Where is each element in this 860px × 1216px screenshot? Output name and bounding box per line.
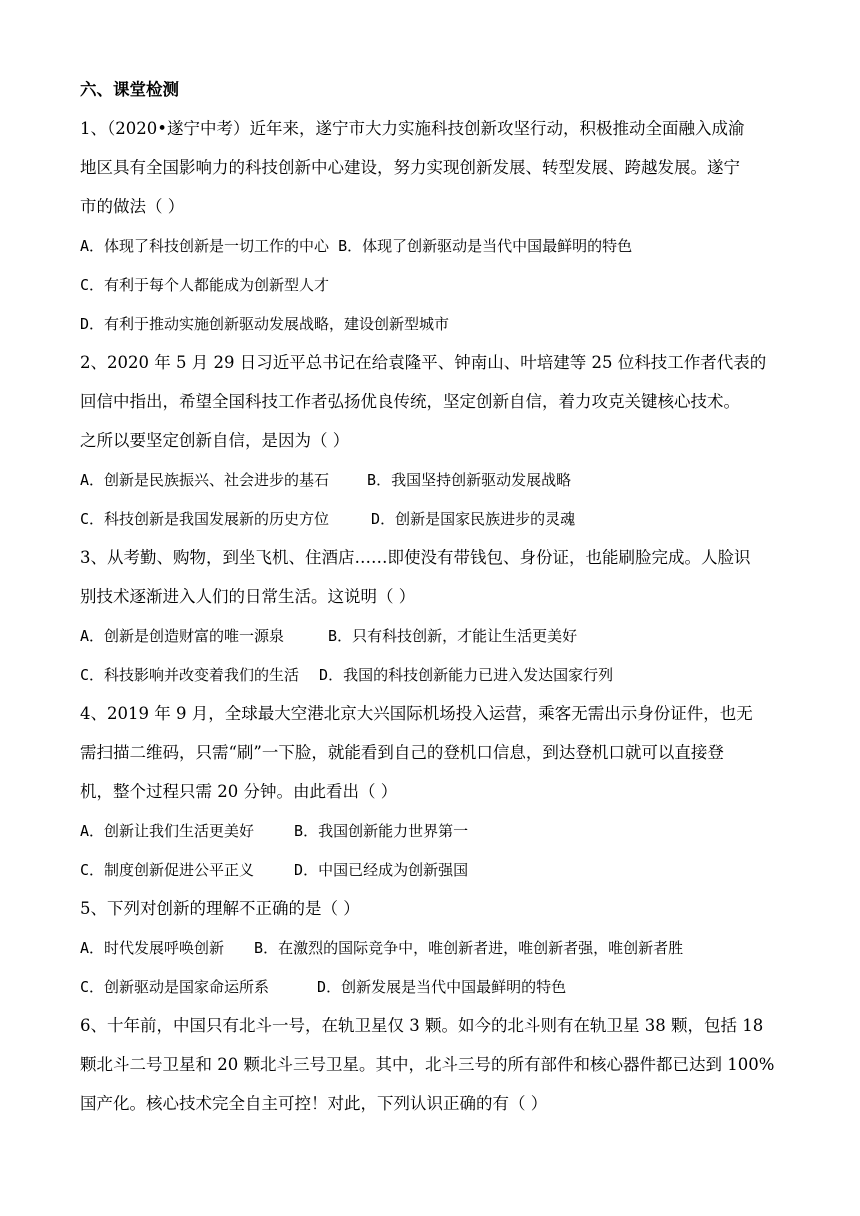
q2-option-a: A．创新是民族振兴、社会进步的基石	[80, 471, 330, 489]
q1-stem-line-3: 市的做法（ ）	[80, 197, 185, 216]
q3-option-d: D．我国的科技创新能力已进入发达国家行列	[319, 666, 614, 684]
q1-option-c: C．有利于每个人都能成为创新型人才	[80, 276, 330, 294]
q4-stem-line-2: 需扫描二维码，只需“刷”一下脸，就能看到自己的登机口信息，到达登机口就可以直接登	[80, 743, 724, 762]
q4-stem-line-3: 机，整个过程只需 20 分钟。由此看出（ ）	[80, 782, 398, 801]
q4-stem-line-1: 4、2019 年 9 月，全球最大空港北京大兴国际机场投入运营，乘客无需出示身份证件，也无	[80, 704, 753, 723]
q2-option-c: C．科技创新是我国发展新的历史方位	[80, 510, 330, 528]
q3-stem-line-1: 3、从考勤、购物，到坐飞机、住酒店……即使没有带钱包、身份证，也能刷脸完成。人脸识	[80, 548, 751, 567]
section-title: 六、课堂检测	[80, 80, 179, 99]
q5-stem-line-1: 5、下列对创新的理解不正确的是（ ）	[80, 899, 360, 918]
q3-option-c: C．科技影响并改变着我们的生活	[80, 666, 300, 684]
q2-stem-line-1: 2、2020 年 5 月 29 日习近平总书记在给袁隆平、钟南山、叶培建等 25 位科技工作者代表的	[80, 353, 767, 372]
q1-stem-line-2: 地区具有全国影响力的科技创新中心建设，努力实现创新发展、转型发展、跨越发展。遂宁	[80, 158, 740, 177]
q1-option-ab: A．体现了科技创新是一切工作的中心 B．体现了创新驱动是当代中国最鲜明的特色	[80, 237, 633, 255]
q3-options-row-2	[80, 663, 800, 687]
q2-options-row-2	[80, 507, 800, 531]
q4-option-d: D．中国已经成为创新强国	[294, 861, 469, 879]
q2-option-d: D．创新是国家民族进步的灵魂	[371, 510, 576, 528]
q3-options-row-1	[80, 624, 800, 648]
q2-option-b: B．我国坚持创新驱动发展战略	[367, 471, 572, 489]
q1-option-d: D．有利于推动实施创新驱动发展战略，建设创新型城市	[80, 315, 450, 333]
q5-options-row-2	[80, 975, 800, 999]
q3-option-a: A．创新是创造财富的唯一源泉	[80, 627, 285, 645]
q6-stem-line-3: 国产化。核心技术完全自主可控！对此，下列认识正确的有（ ）	[80, 1094, 548, 1113]
q5-option-a: A．时代发展呼唤创新	[80, 939, 225, 957]
q6-stem-line-1: 6、十年前，中国只有北斗一号，在轨卫星仅 3 颗。如今的北斗则有在轨卫星 38 颗，包括 18	[80, 1016, 764, 1035]
q6-stem-line-2: 颗北斗二号卫星和 20 颗北斗三号卫星。其中，北斗三号的所有部件和核心器件都已达到 100%	[80, 1055, 775, 1074]
q4-options-row-1	[80, 819, 800, 843]
q5-options-row-1	[80, 936, 800, 960]
q5-option-c: C．创新驱动是国家命运所系	[80, 978, 270, 996]
q2-options-row-1	[80, 468, 800, 492]
q4-options-row-2	[80, 858, 800, 882]
q4-option-b: B．我国创新能力世界第一	[294, 822, 469, 840]
q3-stem-line-2: 别技术逐渐进入人们的日常生活。这说明（ ）	[80, 587, 416, 606]
q5-option-b: B．在激烈的国际竞争中，唯创新者进，唯创新者强，唯创新者胜	[254, 939, 684, 957]
q4-option-a: A．创新让我们生活更美好	[80, 822, 255, 840]
q4-option-c: C．制度创新促进公平正义	[80, 861, 255, 879]
q2-stem-line-3: 之所以要坚定创新自信，是因为（ ）	[80, 431, 350, 450]
q3-option-b: B．只有科技创新，才能让生活更美好	[328, 627, 578, 645]
q1-stem-line-1: 1、（2020•遂宁中考）近年来，遂宁市大力实施科技创新攻坚行动，积极推动全面融入成渝	[80, 119, 745, 138]
q5-option-d: D．创新发展是当代中国最鲜明的特色	[317, 978, 567, 996]
q2-stem-line-2: 回信中指出，希望全国科技工作者弘扬优良传统，坚定创新自信，着力攻克关键核心技术。	[80, 392, 740, 411]
